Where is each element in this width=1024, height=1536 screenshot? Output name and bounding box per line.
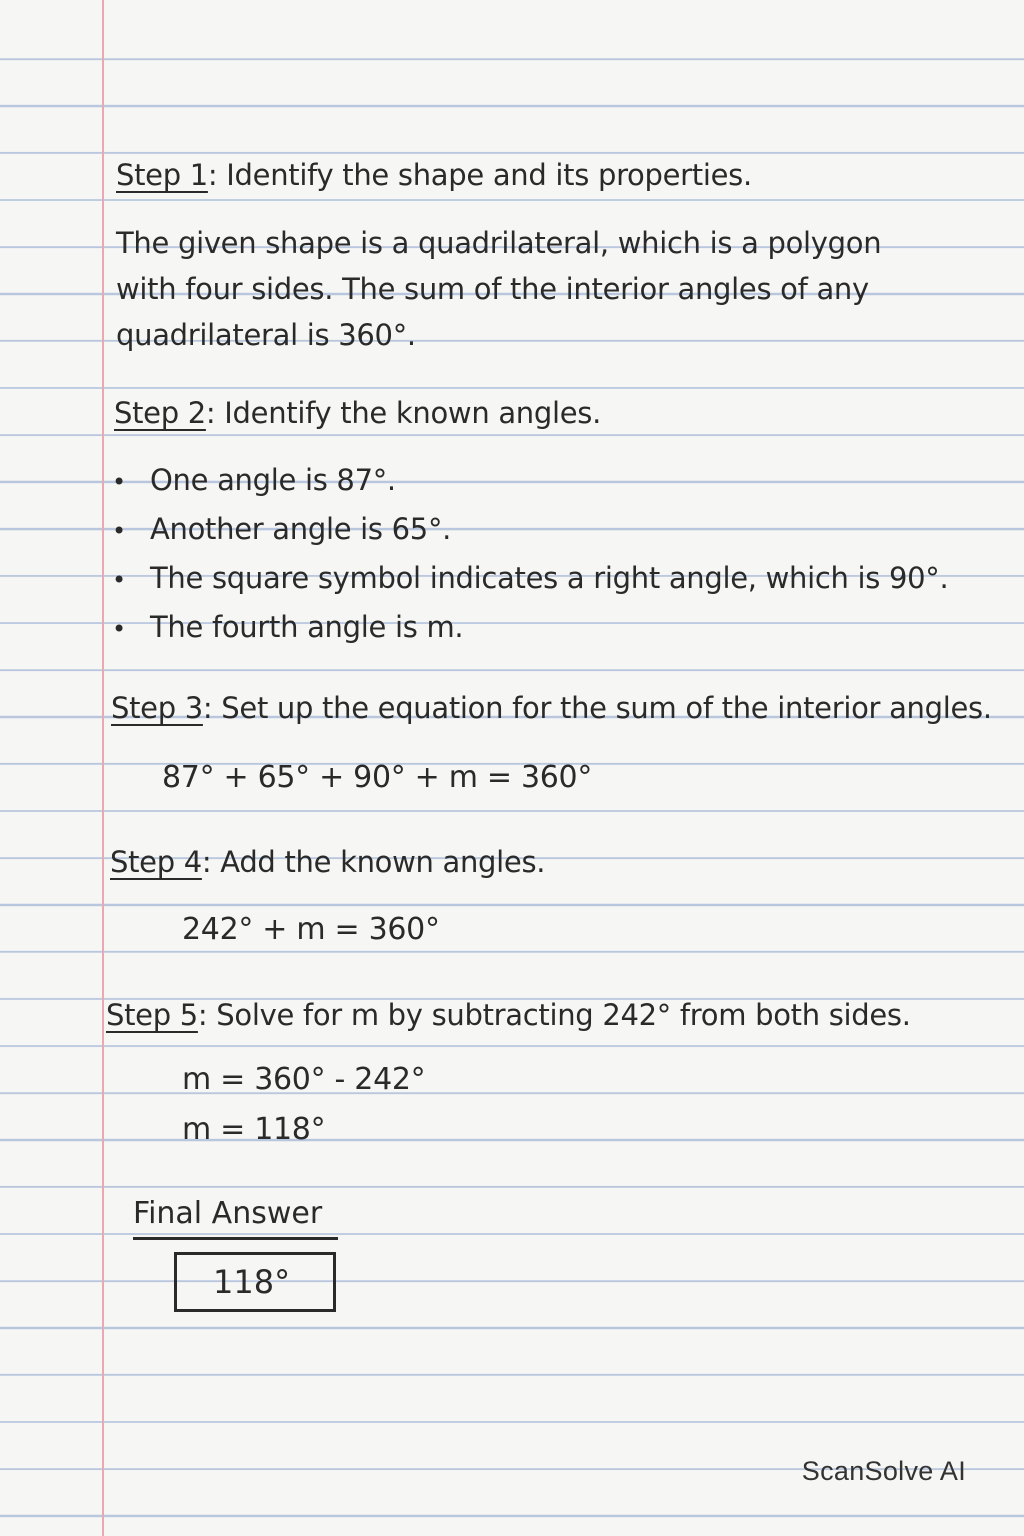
list-item: • The square symbol indicates a right angle, which is 90°. bbox=[112, 554, 948, 603]
known-angles-list bbox=[112, 456, 948, 652]
step-1-label: Step 1 bbox=[116, 158, 208, 192]
notebook-margin-line bbox=[102, 0, 104, 1536]
step-2-title: : Identify the known angles. bbox=[205, 396, 602, 430]
list-item: • The fourth angle is m. bbox=[112, 603, 948, 652]
step-1-heading bbox=[116, 158, 752, 192]
list-item: • One angle is 87°. bbox=[112, 456, 948, 505]
final-answer-box: 118° bbox=[174, 1252, 336, 1312]
equation-subtract: m = 360° - 242° bbox=[182, 1062, 426, 1097]
step-5-label: Step 5 bbox=[106, 998, 198, 1032]
step-3-title: : Set up the equation for the sum of the interior angles. bbox=[202, 691, 992, 725]
step-4-label: Step 4 bbox=[110, 845, 202, 879]
step-2-heading bbox=[114, 396, 601, 430]
step-4-heading bbox=[110, 845, 545, 879]
list-item: • Another angle is 65°. bbox=[112, 505, 948, 554]
equation-result: m = 118° bbox=[182, 1112, 326, 1147]
step-5-title: : Solve for m by subtracting 242° from both sides. bbox=[197, 998, 911, 1032]
step-4-title: : Add the known angles. bbox=[201, 845, 546, 879]
step-5-heading bbox=[106, 998, 911, 1032]
step-1-body: The given shape is a quadrilateral, which is a polygon with four sides. The sum of the interior angles of any quadrilateral is 360°. bbox=[116, 226, 882, 352]
final-answer-label: Final Answer bbox=[133, 1196, 338, 1240]
step-3-label: Step 3 bbox=[111, 691, 203, 725]
step-3-heading bbox=[111, 691, 992, 725]
equation-known-sum: 242° + m = 360° bbox=[182, 912, 440, 947]
equation-sum: 87° + 65° + 90° + m = 360° bbox=[162, 760, 593, 795]
brand-watermark: ScanSolve AI bbox=[801, 1456, 966, 1486]
step-2-label: Step 2 bbox=[114, 396, 206, 430]
step-1-title: : Identify the shape and its properties. bbox=[207, 158, 752, 192]
